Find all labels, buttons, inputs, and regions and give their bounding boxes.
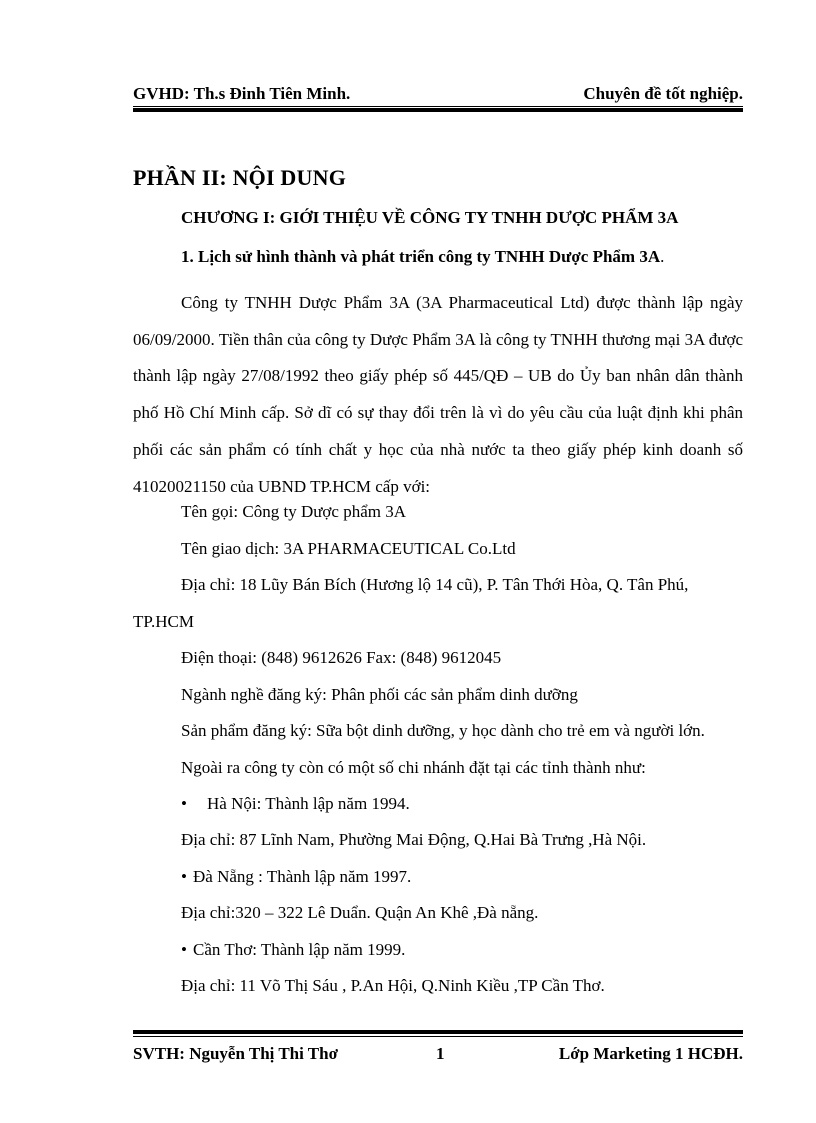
section-title [181, 246, 664, 268]
branch-address: Địa chỉ: 11 Võ Thị Sáu , P.An Hội, Q.Ninh Kiều ,TP Cần Thơ. [181, 976, 605, 995]
page-number: 1 [436, 1044, 445, 1063]
company-products: Sản phẩm đăng ký: Sữa bột dinh dưỡng, y học dành cho trẻ em và người lớn. [181, 721, 705, 740]
bullet-icon: • [181, 867, 187, 886]
header-rule-thin [133, 106, 743, 107]
header-advisor: GVHD: Th.s Đinh Tiên Minh. [133, 84, 351, 103]
branches-intro: Ngoài ra công ty còn có một số chi nhánh đặt tại các tỉnh thành như: [181, 758, 646, 777]
company-trade-name: Tên giao dịch: 3A PHARMACEUTICAL Co.Ltd [181, 539, 516, 558]
branch-item [181, 866, 411, 888]
branch-item [181, 939, 405, 961]
page-header [133, 84, 743, 104]
branch-name: Hà Nội: Thành lập năm 1994. [207, 794, 410, 813]
company-address-line1 [181, 574, 743, 596]
header-rule-thick [133, 108, 743, 112]
branch-name: Cần Thơ: Thành lập năm 1999. [193, 940, 406, 959]
footer-rule-thick [133, 1030, 743, 1034]
footer-student: SVTH: Nguyễn Thị Thi Thơ [133, 1044, 339, 1063]
footer-class: Lớp Marketing 1 HCĐH. [558, 1044, 743, 1063]
chapter-title: CHƯƠNG I: GIỚI THIỆU VỀ CÔNG TY TNHH DƯỢC PHẨM 3A [181, 208, 679, 227]
company-business: Ngành nghề đăng ký: Phân phối các sản phẩm dinh dưỡng [181, 685, 578, 704]
footer-rule-thin [133, 1036, 743, 1037]
header-title: Chuyên đề tốt nghiệp. [583, 84, 743, 103]
branch-name: Đà Nẵng : Thành lập năm 1997. [193, 867, 412, 886]
branch-address: Địa chỉ:320 – 322 Lê Duẩn. Quận An Khê ,Đà nẵng. [181, 903, 539, 922]
bullet-icon: • [181, 794, 187, 813]
company-address-line2: TP.HCM [133, 612, 194, 631]
bullet-icon: • [181, 940, 187, 959]
part-title: PHẦN II: NỘI DUNG [133, 165, 347, 190]
section-title-period: . [660, 247, 665, 266]
section-title-text: 1. Lịch sử hình thành và phát triển công ty TNHH Dược Phẩm 3A [181, 247, 661, 266]
intro-paragraph: Công ty TNHH Dược Phẩm 3A (3A Pharmaceutical Ltd) được thành lập ngày 06/09/2000. Tiền thân của công ty Dược Phẩm 3A là công ty TNHH thương mại 3A được thành lập ngày 27/08/1992 theo giấy phép số 445/QĐ – UB do Ủy ban nhân dân thành phố Hồ Chí Minh cấp. Sở dĩ có sự thay đổi trên là vì do yêu cầu của luật định khi phân phối các sản phẩm có tính chất y học của nhà nước ta theo giấy phép kinh doanh số 41020021150 của UBND TP.HCM cấp với: [133, 293, 743, 496]
company-address-text: Địa chỉ: 18 Lũy Bán Bích (Hương lộ 14 cũ), P. Tân Thới Hòa, Q. Tân Phú, [181, 575, 689, 594]
branch-item [181, 793, 410, 815]
branch-address: Địa chỉ: 87 Lĩnh Nam, Phường Mai Động, Q.Hai Bà Trưng ,Hà Nội. [181, 830, 647, 849]
company-name: Tên gọi: Công ty Dược phẩm 3A [181, 502, 407, 521]
company-phone: Điện thoại: (848) 9612626 Fax: (848) 9612045 [181, 648, 502, 667]
